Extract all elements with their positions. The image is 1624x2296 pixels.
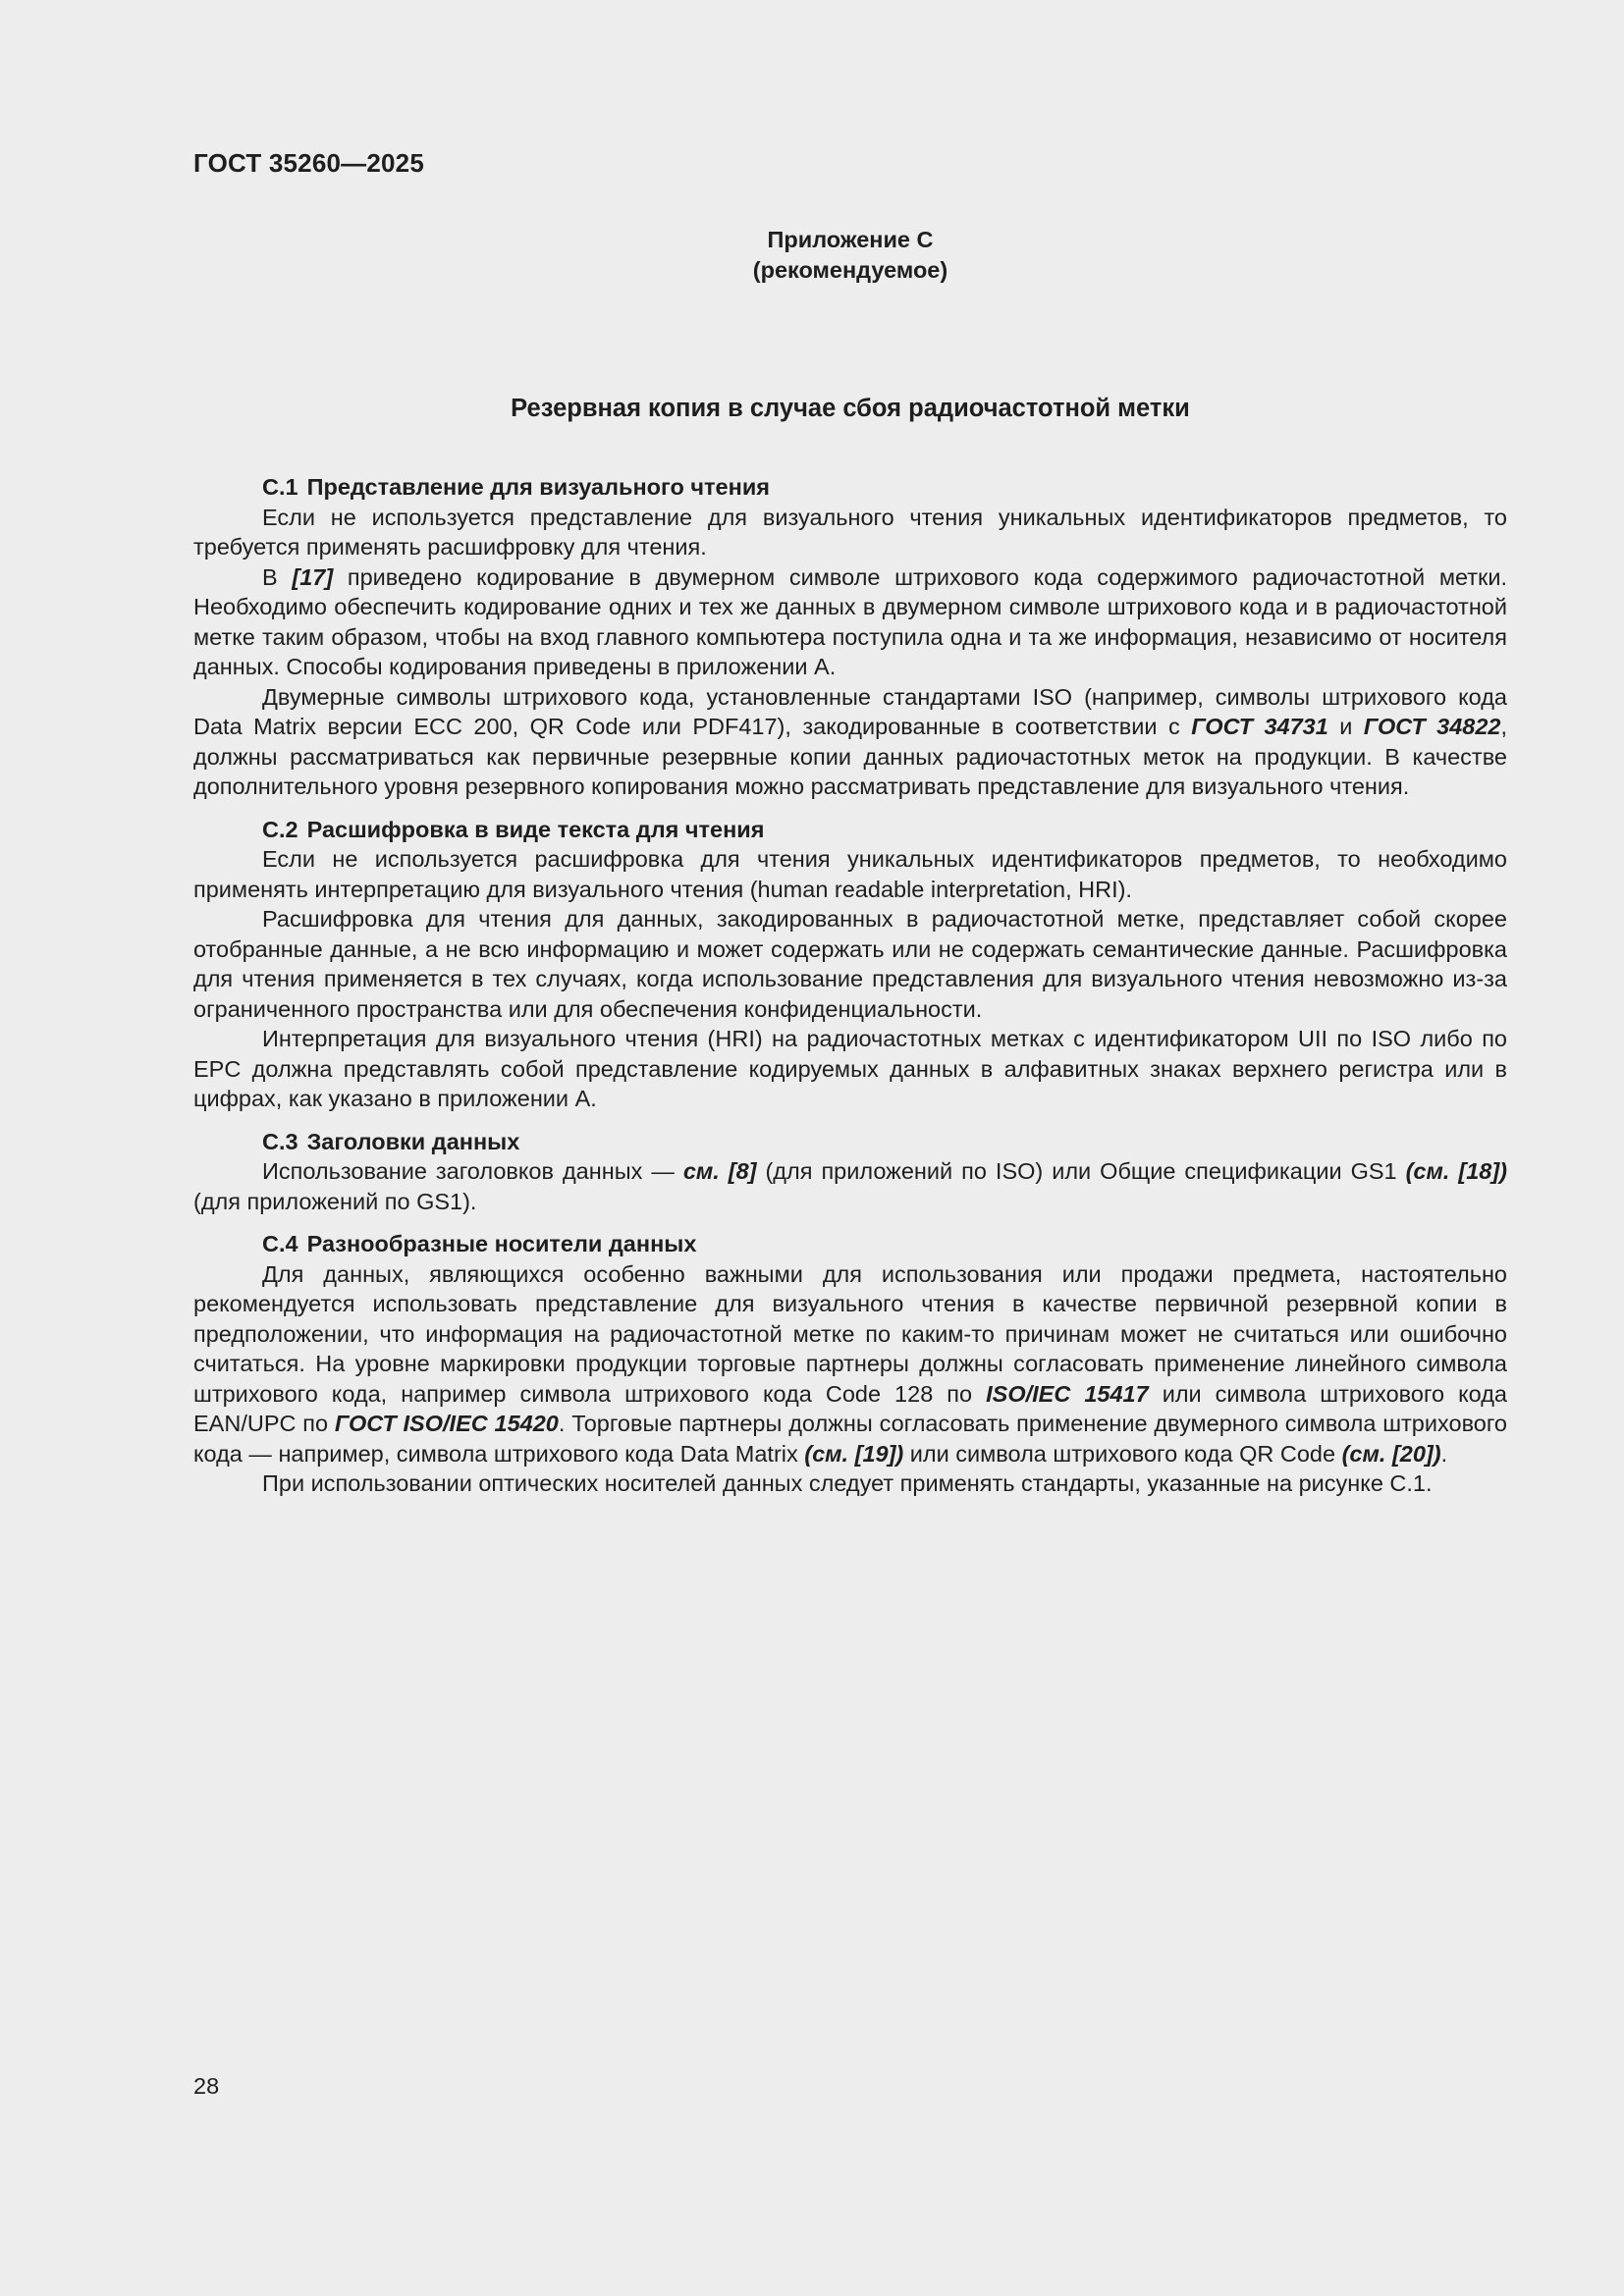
paragraph: Если не используется расшифровка для чтения уникальных идентификаторов предметов, то необходимо применять интерпретацию для визуального чтения (human readable interpretation, HRI).: [193, 846, 1507, 902]
appendix-heading: [193, 225, 1507, 286]
text-run: (для приложений по GS1).: [193, 1188, 477, 1214]
standard-reference: ГОСТ 34822: [1363, 714, 1501, 739]
appendix-body: [193, 472, 1507, 1499]
bibliography-reference: (см. [18]): [1405, 1158, 1507, 1184]
bibliography-reference: [17]: [292, 563, 334, 590]
paragraph: [193, 562, 1507, 682]
text-run: или символа штрихового кода EAN/UPC по: [193, 1380, 1507, 1436]
section-heading-text: Заголовки данных: [306, 1128, 520, 1154]
section-number: С.2: [262, 816, 298, 842]
section-heading-text: Расшифровка в виде текста для чтения: [306, 816, 765, 842]
section-heading-text: Представление для визуального чтения: [306, 474, 770, 500]
section-heading-text: Разнообразные носители данных: [306, 1231, 697, 1256]
appendix-label: Приложение С: [767, 227, 934, 252]
text-run: или символа штрихового кода QR Code: [903, 1440, 1342, 1467]
paragraph: Расшифровка для чтения для данных, закодированных в радиочастотной метке, представляет собой скорее отобранные данные, а не всю информацию и может содержать или не содержать семантические данные. Расшифровка для чтения применяется в тех случаях, когда использование представления для визуального чтения невозможно из-за ограниченного пространства или для обеспечения конфиденциальности.: [193, 906, 1507, 1022]
bibliography-reference: (см. [19]): [804, 1440, 904, 1467]
section-heading-c1: [193, 472, 1507, 503]
text-run: приведено кодирование в двумерном символе штрихового кода содержимого радиочастотной метки. Необходимо обеспечить кодирование одних и тех же данных в двумерном символе штрихового кода и в радиочастотной метке таким образом, чтобы на вход главного компьютера поступила одна и та же информация, независимо от носителя данных. Способы кодирования приведены в приложении А.: [193, 563, 1507, 679]
text-run: (для приложений по ISO) или Общие спецификации GS1: [756, 1158, 1406, 1184]
bibliography-reference: (см. [20]): [1341, 1440, 1441, 1467]
text-run: В: [262, 563, 293, 590]
section-heading-c4: [193, 1229, 1507, 1259]
text-run: Двумерные символы штрихового кода, установленные стандартами ISO (например, символы штрихового кода Data Matrix версии ЕСС 200, QR Code или PDF417), закодированные в соответствии с: [193, 683, 1507, 739]
section-number: С.4: [262, 1231, 298, 1256]
text-run: .: [1440, 1440, 1448, 1467]
text-run: . Торговые партнеры должны согласовать применение двумерного символа штрихового кода — например, символа штрихового кода Data Matrix: [193, 1411, 1507, 1467]
text-run: Для данных, являющихся особенно важными для использования или продажи предмета, настоятельно рекомендуется использовать представление для визуального чтения в качестве первичной резервной копии в предположении, что информация на радиочастотной метке по каким-то причинам может не считаться или ошибочно считаться. На уровне маркировки продукции торговые партнеры должны согласовать применение линейного символа штрихового кода, например символа штрихового кода Code 128 по: [193, 1260, 1507, 1407]
document-code: ГОСТ 35260—2025: [193, 148, 424, 178]
page-number: 28: [193, 2073, 220, 2099]
appendix-status: (рекомендуемое): [752, 257, 948, 283]
standard-reference: ISO/IEC 15417: [986, 1380, 1149, 1407]
section-number: С.3: [262, 1128, 298, 1154]
text-run: , должны рассматриваться как первичные резервные копии данных радиочастотных меток на продукции. В качестве дополнительного уровня резервного копирования можно рассматривать представление для визуального чтения.: [193, 714, 1507, 799]
text-run: и: [1327, 714, 1364, 739]
paragraph: [193, 1259, 1507, 1469]
paragraph: Интерпретация для визуального чтения (HRI) на радиочастотных метках с идентификатором UII по ISO либо по EPC должна представлять собой представление кодируемых данных в алфавитных знаках верхнего регистра или в цифрах, как указано в приложении А.: [193, 1026, 1507, 1111]
appendix-title: Резервная копия в случае сбоя радиочастотной метки: [511, 395, 1190, 422]
section-heading-c2: [193, 815, 1507, 845]
text-run: Использование заголовков данных —: [262, 1158, 683, 1184]
paragraph: Если не используется представление для визуального чтения уникальных идентификаторов предметов, то требуется применять расшифровку для чтения.: [193, 504, 1507, 560]
standard-reference: ГОСТ ISO/IEC 15420: [334, 1411, 559, 1436]
section-heading-c3: [193, 1127, 1507, 1157]
paragraph: [193, 682, 1507, 802]
section-number: С.1: [262, 474, 298, 500]
paragraph: [193, 1156, 1507, 1216]
bibliography-reference: см. [8]: [682, 1158, 757, 1184]
standard-reference: ГОСТ 34731: [1191, 714, 1328, 739]
paragraph: При использовании оптических носителей данных следует применять стандарты, указанные на рисунке С.1.: [262, 1470, 1433, 1496]
